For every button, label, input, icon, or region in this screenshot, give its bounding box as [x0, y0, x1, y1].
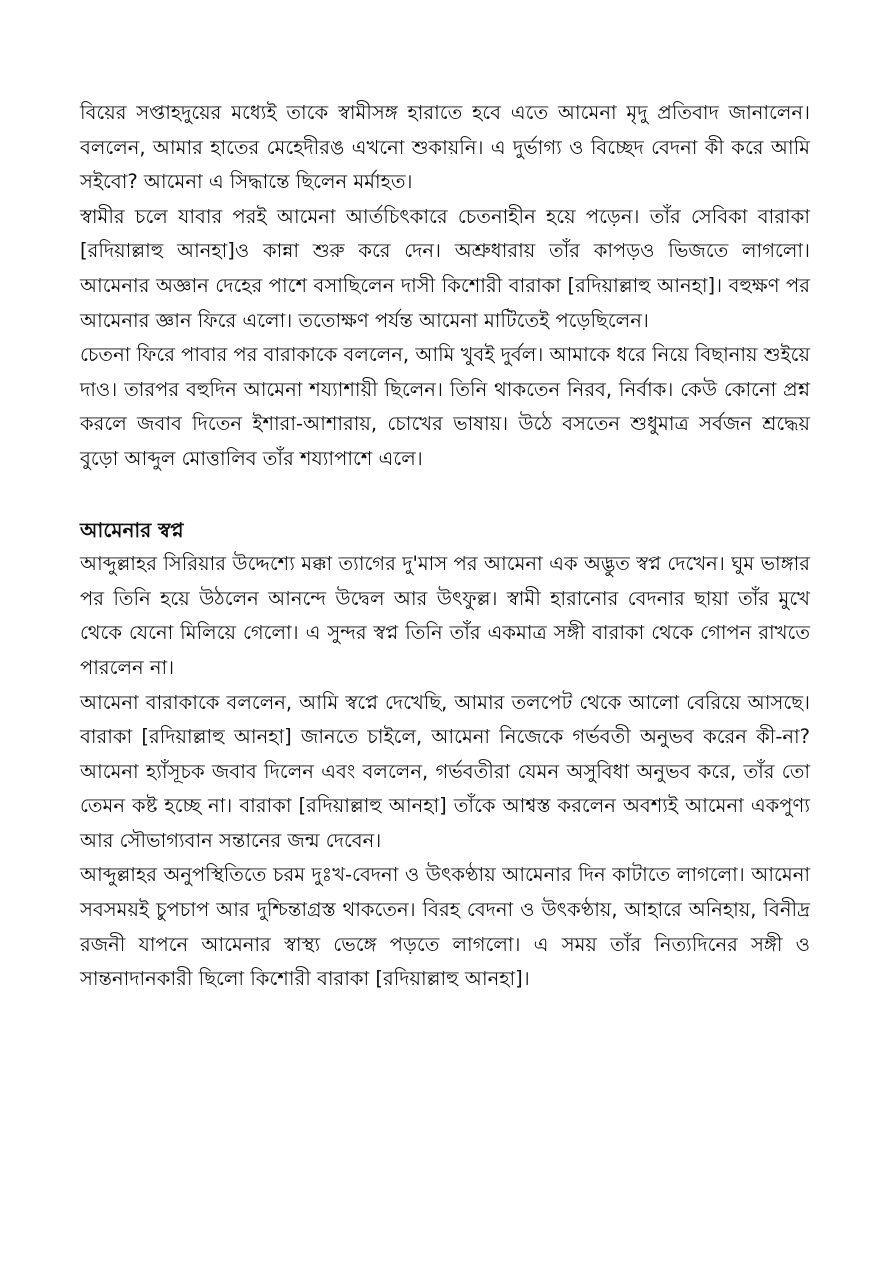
paragraph-5: আমেনা বারাকাকে বললেন, আমি স্বপ্নে দেখেছি, আমার তলপেট থেকে আলো বেরিয়ে আসছে। বারাকা [রদিয়াল্লাহু আনহা] জানতে চাইলে, আমেনা নিজেকে গর্ভবতী অনুভব করেন কী-না? আমেনা হ্যাঁসূচক জবাব দিলেন এবং বললেন, গর্ভবতীরা যেমন অসুবিধা অনুভব করে, তাঁর তো তেমন কষ্ট হচ্ছে না। বারাকা [রদিয়াল্লাহু আনহা] তাঁকে আশ্বস্ত করলেন অবশ্যই আমেনা একপুণ্য আর সৌভাগ্যবান সন্তানের জন্ম দেবেন। — [80, 690, 810, 852]
paragraph-2: স্বামীর চলে যাবার পরই আমেনা আর্তচিৎকারে চেতনাহীন হয়ে পড়েন। তাঁর সেবিকা বারাকা [রদিয়াল্লাহু আনহা]ও কান্না শুরু করে দেন। অশ্রুধারায় তাঁর কাপড়ও ভিজতে লাগলো। আমেনার অজ্ঞান দেহের পাশে বসাছিলেন দাসী কিশোরী বারাকা [রদিয়াল্লাহু আনহা]। বহুক্ষণ পর আমেনার জ্ঞান ফিরে এলো। ততোক্ষণ পর্যন্ত আমেনা মাটিতেই পড়েছিলেন। — [80, 204, 810, 332]
section-heading: আমেনার স্বপ্ন — [80, 517, 184, 542]
book-page — [80, 96, 810, 997]
paragraph-6: আব্দুল্লাহর অনুপস্থিতিতে চরম দুঃখ-বেদনা ও উৎকণ্ঠায় আমেনার দিন কাটাতে লাগলো। আমেনা সবসময়ই চুপচাপ আর দুশ্চিন্তাগ্রস্ত থাকতেন। বিরহ বেদনা ও উৎকণ্ঠায়, আহারে অনিহায়, বিনীদ্র রজনী যাপনে আমেনার স্বাস্থ্য ভেঙ্গে পড়তে লাগলো। এ সময় তাঁর নিত্যদিনের সঙ্গী ও সান্তনাদানকারী ছিলো কিশোরী বারাকা [রদিয়াল্লাহু আনহা]। — [80, 863, 810, 991]
paragraph-3: চেতনা ফিরে পাবার পর বারাকাকে বললেন, আমি খুবই দুর্বল। আমাকে ধরে নিয়ে বিছানায় শুইয়ে দাও। তারপর বহুদিন আমেনা শয্যাশায়ী ছিলেন। তিনি থাকতেন নিরব, নির্বাক। কেউ কোনো প্রশ্ন করলে জবাব দিতেন ইশারা-আশারায়, চোখের ভাষায়। উঠে বসতেন শুধুমাত্র সর্বজন শ্রদ্ধেয় বুড়ো আব্দুল মোত্তালিব তাঁর শয্যাপাশে এলে। — [80, 343, 810, 470]
paragraph-4: আব্দুল্লাহর সিরিয়ার উদ্দেশ্যে মক্কা ত্যাগের দু'মাস পর আমেনা এক অদ্ভুত স্বপ্ন দেখেন। ঘুম ভাঙ্গার পর তিনি হয়ে উঠলেন আনন্দে উদ্বেল আর উৎফুল্ল। স্বামী হারানোর বেদনার ছায়া তাঁর মুখে থেকে যেনো মিলিয়ে গেলো। এ সুন্দর স্বপ্ন তিনি তাঁর একমাত্র সঙ্গী বারাকা থেকে গোপন রাখতে পারলেন না। — [80, 552, 810, 679]
paragraph-1: বিয়ের সপ্তাহদুয়ের মধ্যেই তাকে স্বামীসঙ্গ হারাতে হবে এতে আমেনা মৃদু প্রতিবাদ জানালেন। বললেন, আমার হাতের মেহেদীরঙ এখনো শুকায়নি। এ দুর্ভাগ্য ও বিচ্ছেদ বেদনা কী করে আমি সইবো? আমেনা এ সিদ্ধান্তে ছিলেন মর্মাহত। — [80, 101, 810, 194]
